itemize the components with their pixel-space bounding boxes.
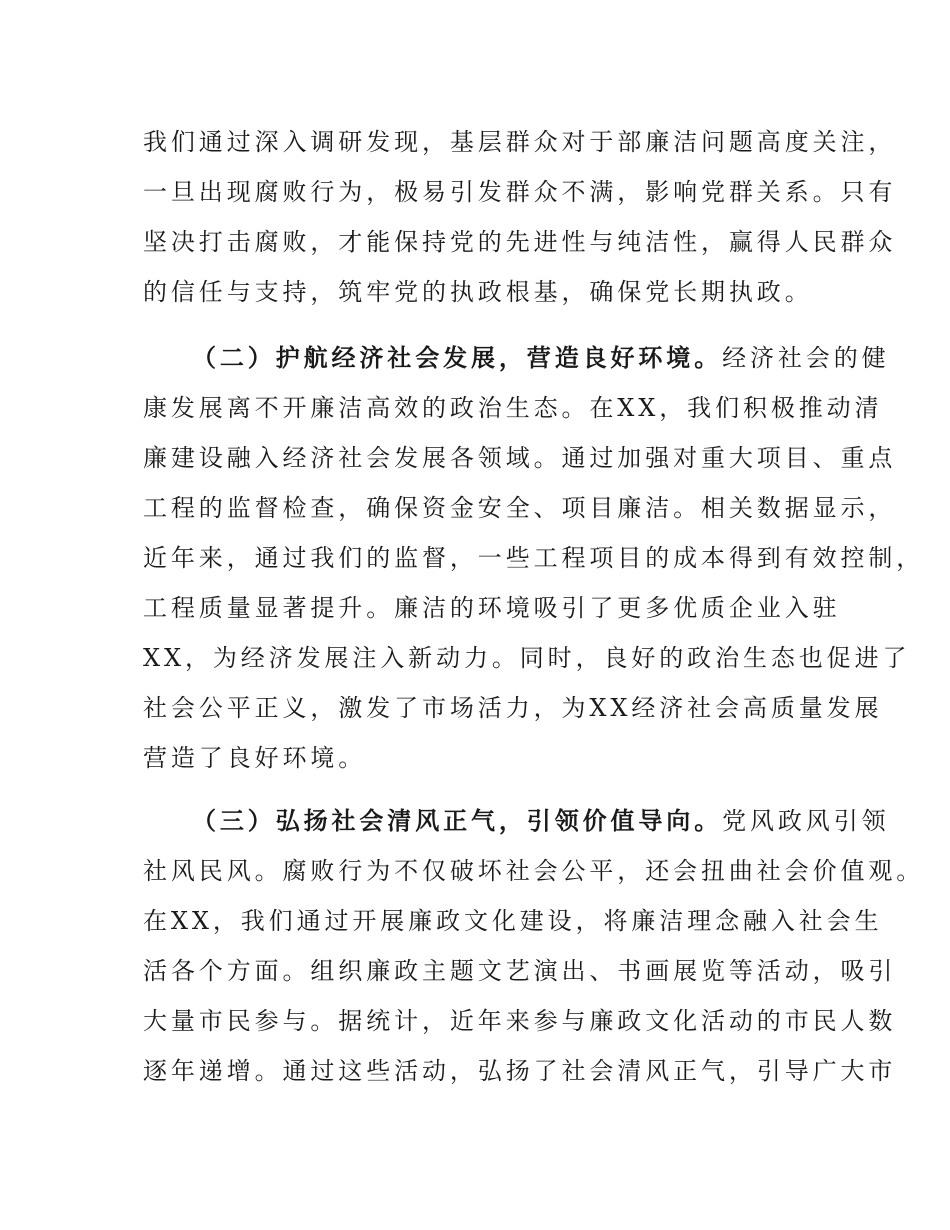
paragraph-2-line-8: 社会公平正义，激发了市场活力，为XX经济社会高质量发展	[143, 694, 883, 722]
paragraph-1-line-2: 一旦出现腐败行为，极易引发群众不满，影响党群关系。只有	[143, 178, 897, 206]
paragraph-2-line-7: XX，为经济发展注入新动力。同时，良好的政治生态也促进了	[143, 644, 911, 672]
paragraph-3-line-3: 在XX，我们通过开展廉政文化建设，将廉洁理念融入社会生	[143, 907, 883, 935]
paragraph-2-line-2: 康发展离不开廉洁高效的政治生态。在XX，我们积极推动清	[143, 394, 883, 422]
section-heading-2: （二）护航经济社会发展，营造良好环境。	[192, 344, 723, 372]
paragraph-2-line-5: 近年来，通过我们的监督，一些工程项目的成本得到有效控制，	[143, 544, 925, 572]
paragraph-2-first-line	[192, 343, 890, 373]
paragraph-2-first-line-text: 经济社会的健	[722, 344, 890, 372]
paragraph-2-line-4: 工程的监督检查，确保资金安全、项目廉洁。相关数据显示，	[143, 494, 897, 522]
paragraph-2-line-6: 工程质量显著提升。廉洁的环境吸引了更多优质企业入驻	[143, 594, 841, 622]
paragraph-3-line-6: 逐年递增。通过这些活动，弘扬了社会清风正气，引导广大市	[143, 1057, 897, 1085]
paragraph-2-line-9: 营造了良好环境。	[143, 744, 367, 772]
paragraph-1-line-4: 的信任与支持，筑牢党的执政根基，确保党长期执政。	[143, 278, 813, 306]
paragraph-2-line-3: 廉建设融入经济社会发展各领域。通过加强对重大项目、重点	[143, 444, 897, 472]
section-heading-3: （三）弘扬社会清风正气，引领价值导向。	[192, 807, 723, 835]
paragraph-3-line-4: 活各个方面。组织廉政主题文艺演出、书画展览等活动，吸引	[143, 957, 897, 985]
paragraph-1-line-1: 我们通过深入调研发现，基层群众对于部廉洁问题高度关注，	[143, 128, 897, 156]
paragraph-3-first-line-text: 党风政风引领	[722, 807, 890, 835]
paragraph-3-first-line	[192, 806, 890, 836]
paragraph-3-line-2: 社风民风。腐败行为不仅破坏社会公平，还会扭曲社会价值观。	[143, 857, 925, 885]
paragraph-3-line-5: 大量市民参与。据统计，近年来参与廉政文化活动的市民人数	[143, 1007, 897, 1035]
paragraph-1-line-3: 坚决打击腐败，才能保持党的先进性与纯洁性，赢得人民群众	[143, 228, 897, 256]
